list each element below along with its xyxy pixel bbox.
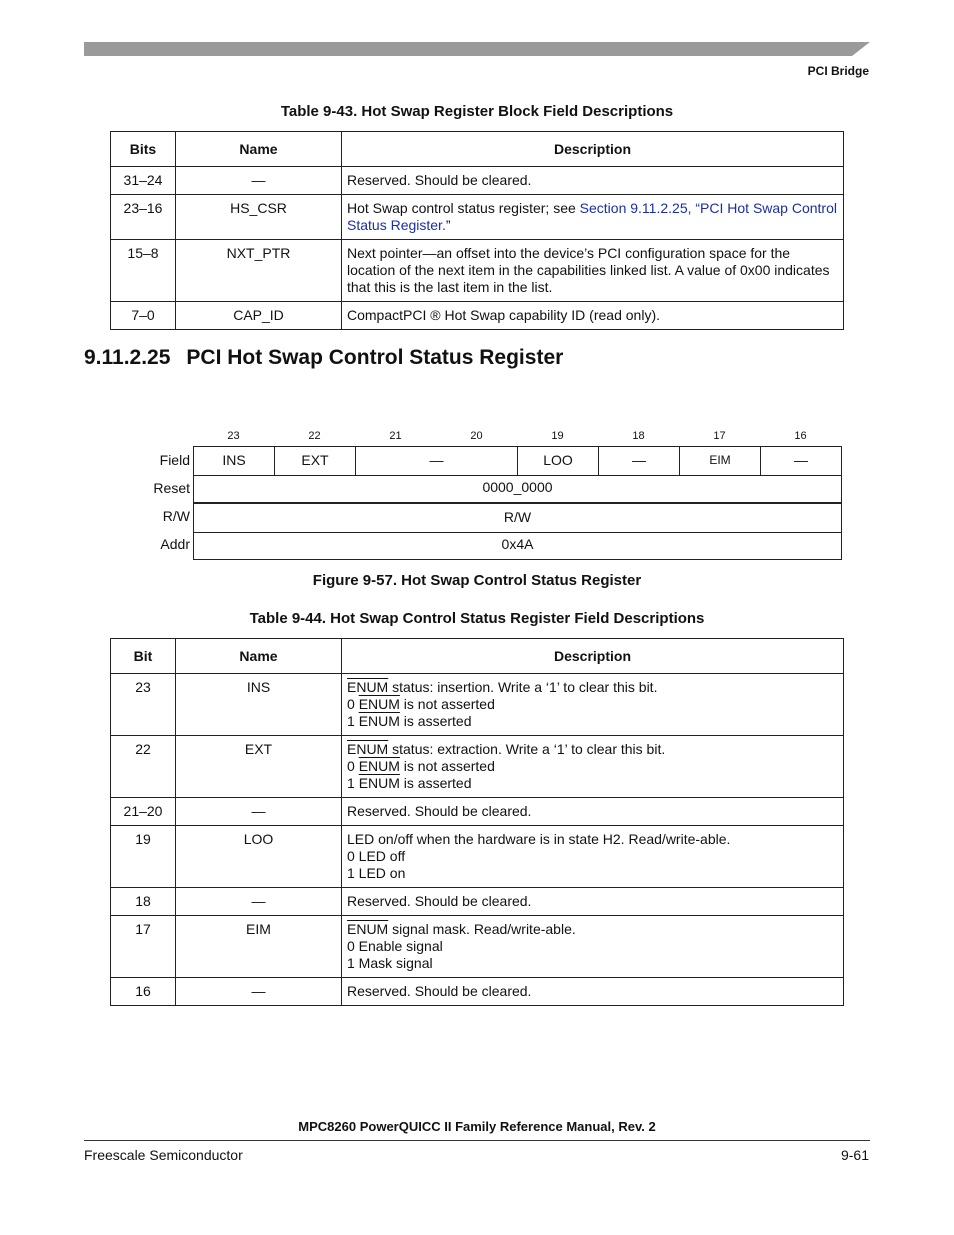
section-title: PCI Hot Swap Control Status Register: [186, 346, 564, 369]
bit-cell: 23: [111, 674, 176, 736]
table-row: [111, 916, 844, 978]
description-text: status: insertion. Write a ‘1’ to clear this bit.: [388, 679, 658, 695]
description-text: 1: [347, 775, 359, 791]
bit-number: 17: [713, 430, 726, 442]
column-header: Bits: [111, 132, 176, 167]
name-cell: —: [176, 888, 342, 916]
description-line: 1 Mask signal: [347, 955, 433, 971]
description-text: 0: [347, 696, 359, 712]
bit-number: 19: [551, 430, 564, 442]
column-header: Description: [342, 132, 844, 167]
field-eim: EIM: [680, 447, 761, 475]
table-header-row: [111, 132, 844, 167]
bit-cell: 21–20: [111, 798, 176, 826]
description-line: [347, 741, 838, 758]
description-line: [347, 713, 838, 730]
name-cell: EXT: [176, 736, 342, 798]
bit-cell: 18: [111, 888, 176, 916]
addr-value: 0x4A: [193, 531, 842, 560]
description-cell: [342, 826, 844, 888]
signal-name: ENUM: [358, 696, 400, 712]
description-text: is not asserted: [399, 758, 495, 774]
description-cell: CompactPCI ® Hot Swap capability ID (read only).: [342, 302, 844, 330]
table-header-row: [111, 639, 844, 674]
name-cell: —: [176, 978, 342, 1006]
description-text: 0: [347, 758, 359, 774]
description-line: 0 Enable signal: [347, 938, 443, 954]
signal-name: ENUM: [347, 679, 389, 695]
row-label-rw: R/W: [162, 508, 190, 524]
bits-cell: 15–8: [111, 240, 176, 302]
name-cell: CAP_ID: [176, 302, 342, 330]
bit-cell: 19: [111, 826, 176, 888]
signal-name: ENUM: [347, 741, 389, 757]
header-bar: [84, 42, 870, 56]
description-text: ”: [445, 217, 451, 233]
description-cell: [342, 916, 844, 978]
figure-caption: Figure 9-57. Hot Swap Control Status Register: [312, 572, 642, 589]
page-number: 9-61: [840, 1147, 869, 1163]
table-row: [111, 167, 844, 195]
name-cell: INS: [176, 674, 342, 736]
table-row: [111, 674, 844, 736]
field-reserved: —: [356, 447, 518, 475]
description-text: status: extraction. Write a ‘1’ to clear this bit.: [388, 741, 666, 757]
reset-value: 0000_0000: [193, 474, 842, 503]
bits-cell: 7–0: [111, 302, 176, 330]
name-cell: LOO: [176, 826, 342, 888]
description-text: 1: [347, 713, 359, 729]
column-header: Name: [176, 639, 342, 674]
footer-divider: [84, 1140, 870, 1141]
field-ext: EXT: [275, 447, 356, 475]
bit-cell: 17: [111, 916, 176, 978]
description-line: [347, 679, 838, 696]
section-link[interactable]: Section 9.11.2.25, “PCI Hot Swap Control Status Register.: [347, 200, 837, 233]
description-cell: Reserved. Should be cleared.: [342, 798, 844, 826]
description-text: signal mask. Read/write-able.: [388, 921, 576, 937]
bit-number: 18: [632, 430, 645, 442]
row-label-reset: Reset: [153, 480, 190, 496]
footer-title: MPC8260 PowerQUICC II Family Reference Manual, Rev. 2: [298, 1119, 656, 1134]
description-cell: [342, 195, 844, 240]
description-line: [347, 758, 838, 775]
description-cell: Reserved. Should be cleared.: [342, 978, 844, 1006]
row-label-field: Field: [159, 452, 190, 468]
field-reserved: —: [794, 452, 808, 468]
table-row: [111, 978, 844, 1006]
field-loo: LOO: [518, 447, 599, 475]
bit-cell: 22: [111, 736, 176, 798]
bits-cell: 31–24: [111, 167, 176, 195]
name-cell: —: [176, 798, 342, 826]
bits-cell: 23–16: [111, 195, 176, 240]
column-header: Bit: [111, 639, 176, 674]
section-number: 9.11.2.25: [84, 346, 171, 369]
signal-name: ENUM: [347, 921, 389, 937]
signal-name: ENUM: [358, 775, 400, 791]
field-reserved: —: [599, 447, 680, 475]
description-text: is asserted: [399, 775, 472, 791]
description-cell: Reserved. Should be cleared.: [342, 888, 844, 916]
description-line: [347, 775, 838, 792]
description-cell: [342, 736, 844, 798]
bit-cell: 16: [111, 978, 176, 1006]
description-line: 1 LED on: [347, 865, 406, 881]
description-text: is asserted: [399, 713, 472, 729]
field-table-1: [110, 131, 844, 330]
signal-name: ENUM: [358, 758, 400, 774]
table-row: [111, 826, 844, 888]
bit-number: 22: [308, 430, 321, 442]
footer-company: Freescale Semiconductor: [84, 1147, 243, 1163]
signal-name: ENUM: [358, 713, 400, 729]
bit-number: 21: [389, 430, 402, 442]
description-cell: Next pointer—an offset into the device’s PCI configuration space for the location of the next item in the capabilities linked list. A value of 0x00 indicates that this is the last item in the list.: [342, 240, 844, 302]
row-label-addr: Addr: [160, 536, 190, 552]
table-row: [111, 302, 844, 330]
name-cell: EIM: [176, 916, 342, 978]
description-line: LED on/off when the hardware is in state H2. Read/write-able.: [347, 831, 731, 847]
name-cell: NXT_PTR: [176, 240, 342, 302]
bit-number: 16: [794, 430, 807, 442]
table-row: [111, 195, 844, 240]
description-text: Hot Swap control status register; see: [347, 200, 580, 216]
name-cell: HS_CSR: [176, 195, 342, 240]
description-cell: [342, 674, 844, 736]
table-row: [111, 736, 844, 798]
description-line: 0 LED off: [347, 848, 406, 864]
name-cell: —: [176, 167, 342, 195]
table-row: [111, 798, 844, 826]
field-row: [193, 446, 842, 476]
field-table-2: [110, 638, 844, 1006]
column-header: Name: [176, 132, 342, 167]
table-caption: Table 9-43. Hot Swap Register Block Field Descriptions: [280, 103, 674, 120]
description-line: [347, 921, 838, 938]
description-text: is not asserted: [399, 696, 495, 712]
rw-value: R/W: [193, 503, 842, 533]
section-heading: [84, 346, 563, 370]
running-header: PCI Bridge: [807, 64, 869, 78]
description-cell: Reserved. Should be cleared.: [342, 167, 844, 195]
bit-number: 23: [227, 430, 240, 442]
table-caption: Table 9-44. Hot Swap Control Status Register Field Descriptions: [249, 610, 705, 627]
field-ins: INS: [194, 447, 275, 475]
description-line: [347, 696, 838, 713]
table-row: [111, 240, 844, 302]
bit-number: 20: [470, 430, 483, 442]
table-row: [111, 888, 844, 916]
column-header: Description: [342, 639, 844, 674]
